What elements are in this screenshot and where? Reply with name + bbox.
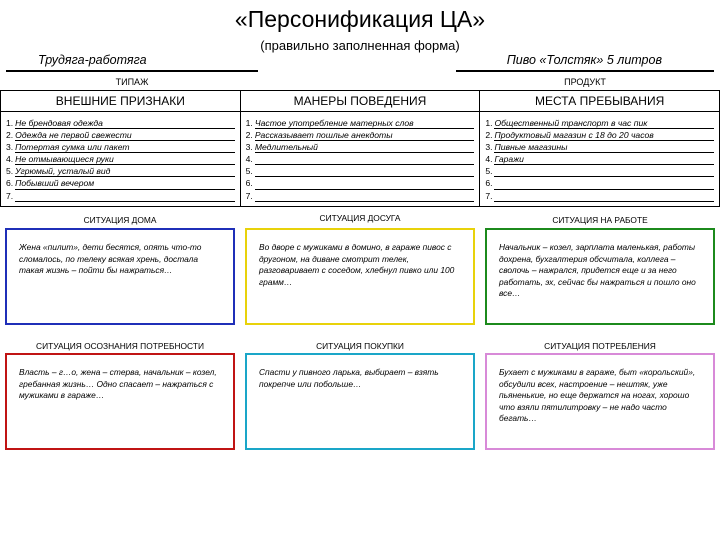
product-label: ПРОДУКТ <box>564 77 606 87</box>
list-item-text <box>255 153 474 165</box>
list-item: 4. Гаражи <box>485 153 714 165</box>
external-traits-list <box>1 112 240 206</box>
situation-work-box: Начальник – козел, зарплата маленькая, работы дохрена, бухгалтерия обсчитала, коллега – сволочь – нажрался, придется еще и за него работать, эх, сейчас бы нажраться и пошло оно все… <box>485 228 715 325</box>
list-item: 2. Рассказывает пошлые анекдоты <box>246 129 475 141</box>
list-item: 2. Одежда не первой свежести <box>6 129 235 141</box>
list-item: 7. <box>246 190 475 202</box>
list-item: 1. Не брендовая одежда <box>6 117 235 129</box>
situation-leisure-label: СИТУАЦИЯ ДОСУГА <box>319 213 401 223</box>
list-item: 1. Частое употребление матерных слов <box>246 117 475 129</box>
situation-need-label: СИТУАЦИЯ ОСОЗНАНИЯ ПОТРЕБНОСТИ <box>36 341 204 351</box>
list-item: 4. Не отмывающиеся руки <box>6 153 235 165</box>
list-item-text: Угрюмый, усталый вид <box>15 165 234 177</box>
list-item-text: Рассказывает пошлые анекдоты <box>255 129 474 141</box>
situation-home-label: СИТУАЦИЯ ДОМА <box>83 215 157 225</box>
list-item: 3. Потертая сумка или пакет <box>6 141 235 153</box>
list-item: 3. Медлительный <box>246 141 475 153</box>
product-value: Пиво «Толстяк» 5 литров <box>506 53 662 67</box>
list-item: 6. Побывший вечером <box>6 177 235 189</box>
situation-work-label: СИТУАЦИЯ НА РАБОТЕ <box>552 215 648 225</box>
list-item-text: Не брендовая одежда <box>15 117 234 129</box>
list-item-text <box>494 165 714 177</box>
behavior-list <box>241 112 480 206</box>
list-item-text: Потертая сумка или пакет <box>15 141 234 153</box>
list-item: 3. Пивные магазины <box>485 141 714 153</box>
list-item-text: Частое употребление матерных слов <box>255 117 474 129</box>
list-item-text <box>494 190 714 202</box>
places-list <box>480 112 719 206</box>
situation-purchase-box: Спасти у пивного ларька, выбирает – взять покрепче или побольше… <box>245 353 475 450</box>
product-underline <box>456 70 714 72</box>
typage-underline <box>6 70 258 72</box>
list-item-text <box>255 177 474 189</box>
page-subtitle: (правильно заполненная форма) <box>260 38 460 53</box>
list-item-text: Гаражи <box>494 153 714 165</box>
list-item: 5. <box>246 165 475 177</box>
list-item-text <box>255 165 474 177</box>
list-item-text <box>15 190 234 202</box>
list-item: 6. <box>485 177 714 189</box>
list-item: 1. Общественный транспорт в час пик <box>485 117 714 129</box>
situation-consumption-label: СИТУАЦИЯ ПОТРЕБЛЕНИЯ <box>544 341 656 351</box>
situation-need-box: Власть – г…о, жена – стерва, начальник – козел, гребанная жизнь… Одно спасает – нажраться с мужиками в гараже… <box>5 353 235 450</box>
list-item-text: Пивные магазины <box>494 141 714 153</box>
list-item-text: Не отмывающиеся руки <box>15 153 234 165</box>
column-header: МЕСТА ПРЕБЫВАНИЯ <box>480 91 720 112</box>
page-title: «Персонификация ЦА» <box>234 6 486 32</box>
typage-label: ТИПАЖ <box>115 77 149 87</box>
list-item-text: Побывший вечером <box>15 177 234 189</box>
list-item: 6. <box>246 177 475 189</box>
list-item-text: Одежда не первой свежести <box>15 129 234 141</box>
situation-leisure-box: Во дворе с мужиками в домино, в гараже пивос с другоном, на диване смотрит телек, разговаривает с соседом, хлебнул пивко или 100 грамм… <box>245 228 475 325</box>
list-item: 2. Продуктовый магазин с 18 до 20 часов <box>485 129 714 141</box>
list-item-text <box>255 190 474 202</box>
list-item: 4. <box>246 153 475 165</box>
list-item: 5. <box>485 165 714 177</box>
list-item-text: Продуктовый магазин с 18 до 20 часов <box>494 129 714 141</box>
list-item: 5. Угрюмый, усталый вид <box>6 165 235 177</box>
column-header: МАНЕРЫ ПОВЕДЕНИЯ <box>240 91 480 112</box>
column-header: ВНЕШНИЕ ПРИЗНАКИ <box>1 91 241 112</box>
list-item: 7. <box>6 190 235 202</box>
list-item: 7. <box>485 190 714 202</box>
list-item-text: Медлительный <box>255 141 474 153</box>
situation-consumption-box: Бухает с мужиками в гараже, быт «корольский», обсудили всех, настроение – нештяк, уже пьяненькие, но еще держатся на ногах, хорошо что взяли пятилитровку – не надо часто бегать… <box>485 353 715 450</box>
list-item-text: Общественный транспорт в час пик <box>494 117 714 129</box>
situation-purchase-label: СИТУАЦИЯ ПОКУПКИ <box>316 341 404 351</box>
situation-home-box: Жена «пилит», дети бесятся, опять что-то сломалось, по телеку всякая хрень, достала такая жизнь – пойти бы нажраться… <box>5 228 235 325</box>
list-item-text <box>494 177 714 189</box>
typage-value: Трудяга-работяга <box>38 53 147 67</box>
traits-table <box>0 90 720 207</box>
